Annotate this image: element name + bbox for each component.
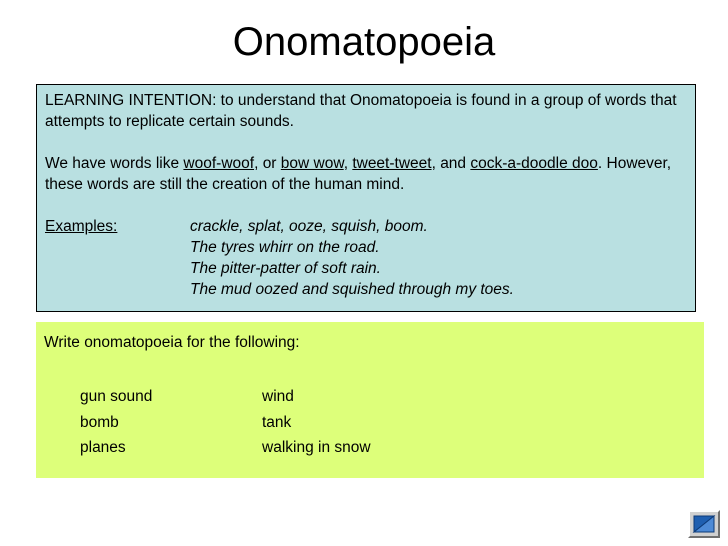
word-bow-wow: bow wow <box>280 155 344 172</box>
task-item: tank <box>262 413 292 431</box>
task-items-grid <box>80 386 462 458</box>
page-title: Onomatopoeia <box>232 20 496 64</box>
task-prompt: Write onomatopoeia for the following: <box>44 334 300 351</box>
learning-intention-text: LEARNING INTENTION: to understand that Onomatopoeia is found in a group of words that attempts to replicate certain sounds. <box>45 92 677 130</box>
word-woof-woof: woof-woof <box>183 155 255 172</box>
example-line: The mud oozed and squished through my toes. <box>190 281 514 298</box>
task-box <box>36 322 704 478</box>
next-slide-icon <box>690 512 718 536</box>
examples-label: Examples: <box>45 218 118 235</box>
words-prefix: We have words like <box>45 155 184 172</box>
task-item: walking in snow <box>262 439 371 456</box>
task-item: wind <box>262 388 294 405</box>
word-cock-a-doodle-doo: cock-a-doodle doo <box>470 155 598 172</box>
task-item: planes <box>80 439 126 456</box>
words-sep-1: , or <box>254 155 281 172</box>
example-line: The tyres whirr on the road. <box>190 239 380 256</box>
learning-intention-box <box>36 84 696 312</box>
task-item: gun sound <box>80 388 153 405</box>
words-sep-3: , and <box>431 155 471 172</box>
example-words-paragraph <box>45 153 689 195</box>
next-slide-button[interactable] <box>688 510 720 538</box>
examples-section <box>45 216 689 300</box>
words-suffix: . However, these words are still the creation of the human mind. <box>45 155 672 193</box>
example-line: The pitter-patter of soft rain. <box>190 260 381 277</box>
example-line: crackle, splat, ooze, squish, boom. <box>190 218 428 235</box>
word-tweet-tweet: tweet-tweet <box>352 155 432 172</box>
words-sep-2: , <box>343 155 353 172</box>
task-item: bomb <box>80 413 119 431</box>
